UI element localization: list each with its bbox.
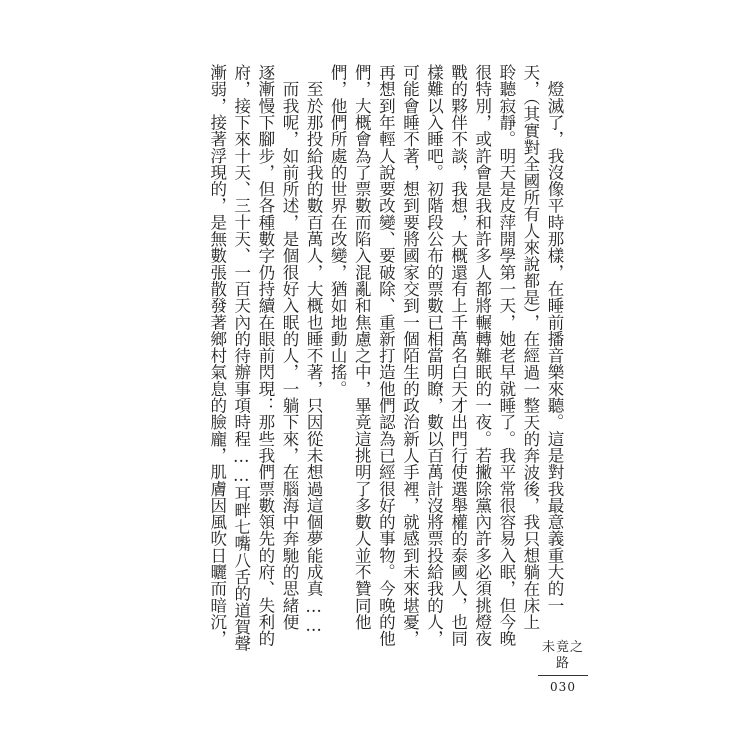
running-head	[536, 640, 590, 694]
text-line-4: 很特別，或許會是我和許多人都將輾轉難眠的一夜。若撇除黨內許多必須挑燈夜	[472, 64, 492, 647]
body-text	[206, 64, 564, 684]
text-line-5: 戰的夥伴不談，我想，大概還有上千萬名白天才出門行使選舉權的泰國人，也同	[448, 64, 468, 647]
text-line-11: 至於那投給我的數百萬人，大概也睡不著，只因從未想過這個夢能成真……	[304, 64, 324, 636]
text-line-8: 再想到年輕人說要改變、要破除、重新打造他們認為已經很好的事物。今晚的他	[376, 64, 396, 647]
text-line-13: 逐漸慢下腳步，但各種數字仍持續在眼前閃現：那些我們票數領先的府、失利的	[255, 64, 275, 647]
page-number: 030	[550, 680, 576, 694]
running-title: 未竟之路	[541, 640, 584, 671]
text-line-9: 們，大概會為了票數而陷入混亂和焦慮之中，畢竟這挑明了多數人並不贊同他	[352, 64, 372, 631]
text-line-12: 而我呢，如前所述，是個很好入眠的人，一躺下來，在腦海中奔馳的思緒便	[279, 64, 299, 631]
text-line-10: 們，他們所處的世界在改變，猶如地動山搖。	[328, 64, 348, 397]
running-rule	[538, 675, 588, 676]
text-line-1: 燈滅了，我沒像平時那樣，在睡前播音樂來聽。這是對我最意義重大的一	[545, 64, 564, 614]
text-line-15: 漸弱，接著浮現的，是無數張散發著鄉村氣息的臉龐，肌膚因風吹日曬而暗沉，	[207, 64, 227, 647]
text-line-6: 樣難以入睡吧。初階段公布的票數已相當明瞭，數以百萬計沒將票投給我的人，	[424, 64, 444, 647]
text-line-14: 府，接下來十天、三十天、一百天內的待辦事項時程……耳畔七嘴八舌的道賀聲	[231, 64, 251, 652]
text-line-3: 聆聽寂靜。明天是皮萍開學第一天，她老早就睡了。我平常很容易入眠，但今晚	[496, 64, 516, 647]
text-line-7: 可能會睡不著，想到要將國家交到一個陌生的政治新人手裡，就感到未來堪憂，	[400, 64, 420, 647]
text-line-2: 天，（其實對全國所有人來說都是），在經過一整天的奔波後，我只想躺在床上	[520, 64, 540, 631]
